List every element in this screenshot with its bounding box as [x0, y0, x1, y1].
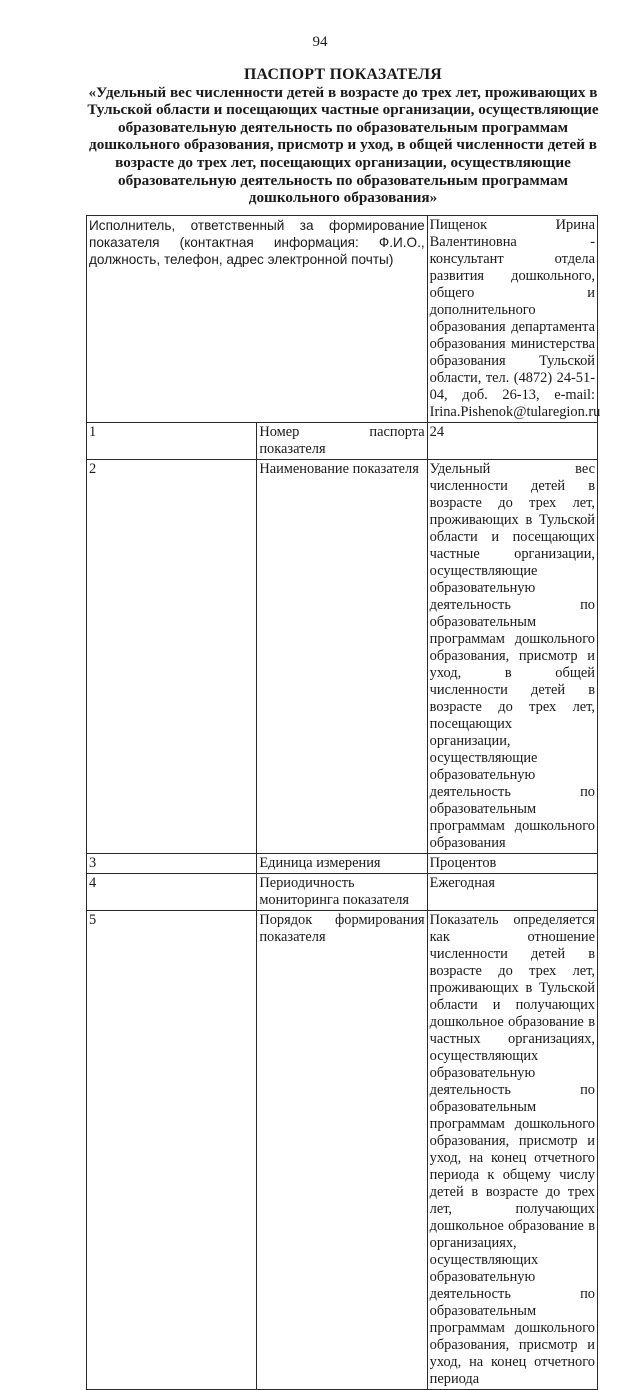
- document-title: ПАСПОРТ ПОКАЗАТЕЛЯ: [243, 66, 443, 83]
- row-label: Порядок формирования показателя: [257, 911, 427, 1390]
- passport-table: [86, 215, 601, 1390]
- row-value: Процентов: [427, 854, 597, 874]
- row-value: 24: [427, 423, 597, 460]
- table-row: [87, 423, 598, 460]
- row-label: Единица измерения: [257, 854, 427, 874]
- row-label: Номер паспорта показателя: [257, 423, 427, 460]
- page-number: 94: [312, 34, 328, 50]
- row-value: Удельный вес численности детей в возрасте до трех лет, проживающих в Тульской области и посещающих частные организации, осуществляющие образовательную деятельность по образовательным программам дошкольного образования, присмотр и уход, в общей численности детей в возрасте до трех лет, посещающих организации, осуществляющие образовательную деятельность по образовательным программам дошкольного образования: [427, 460, 597, 854]
- table-row: [87, 854, 598, 874]
- row-value: Показатель определяется как отношение численности детей в возрасте до трех лет, проживающих в Тульской области и получающих дошкольное образование в частных организациях, осуществляющих образовательную деятельность по образовательным программам дошкольного образования, присмотр и уход, на конец отчетного периода к общему числу детей в возрасте до трех лет, получающих дошкольное образование в организациях, осуществляющих образовательную деятельность по образовательным программам дошкольного образования, присмотр и уход, на конец отчетного периода: [427, 911, 597, 1390]
- table-row-responsible: [87, 216, 598, 423]
- table-row: [87, 911, 598, 1390]
- row-number: 4: [87, 874, 257, 911]
- row-number: 5: [87, 911, 257, 1390]
- responsible-label: Исполнитель, ответственный за формирование показателя (контактная информация: Ф.И.О., должность, телефон, адрес электронной почты): [87, 216, 428, 423]
- responsible-value: Пищенок Ирина Валентиновна - консультант отдела развития дошкольного, общего и дополнительного образования департамента образования министерства образования Тульской области, тел. (4872) 24-51-04, доб. 26-13, e-mail: Irina.Pishenok@tularegion.ru: [427, 216, 597, 423]
- row-number: 3: [87, 854, 257, 874]
- document-subtitle: «Удельный вес численности детей в возрасте до трех лет, проживающих в Тульской области и посещающих частные организации, осуществляющие образовательную деятельность по образовательным программам дошкольного образования, присмотр и уход, в общей численности детей в возрасте до трех лет, посещающих организации, осуществляющие образовательную деятельность по образовательным программам дошкольного образования»: [87, 83, 599, 207]
- table-row: [87, 460, 598, 854]
- row-number: 2: [87, 460, 257, 854]
- row-label: Периодичность мониторинга показателя: [257, 874, 427, 911]
- title-block: [86, 66, 600, 207]
- row-label: Наименование показателя: [257, 460, 427, 854]
- row-number: 1: [87, 423, 257, 460]
- row-value: Ежегодная: [427, 874, 597, 911]
